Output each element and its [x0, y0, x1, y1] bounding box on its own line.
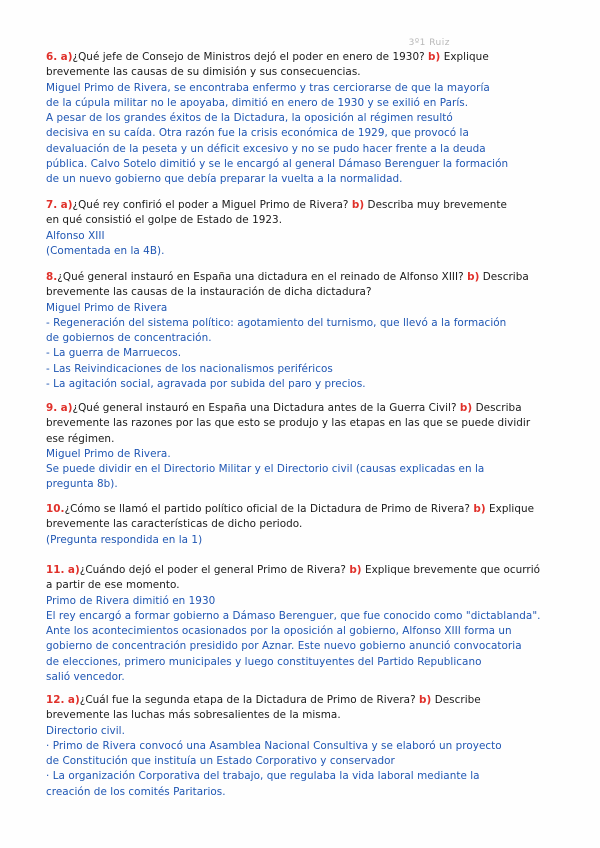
question-6 [46, 50, 566, 188]
answer-line: El rey encargó a formar gobierno a Dámaso Berenguer, que fue conocido como "dictablanda". [46, 609, 541, 622]
answer-line: pública. Calvo Sotelo dimitió y se le encargó al general Dámaso Berenguer la formación [46, 158, 509, 171]
answer-line: de elecciones, primero municipales y luego constituyentes del Partido Republicano [46, 655, 482, 668]
question-8 [46, 270, 566, 392]
answer-line: decisiva en su caída. Otra razón fue la crisis económica de 1929, que provocó la [46, 127, 469, 140]
answer-line: · Primo de Rivera convocó una Asamblea Nacional Consultiva y se elaboró un proyecto [46, 739, 502, 752]
answer-line: - La agitación social, agravada por subida del paro y precios. [46, 378, 366, 391]
answer-line: Miguel Primo de Rivera, se encontraba enfermo y tras cerciorarse de que la mayoría [46, 81, 490, 94]
answer-line: Directorio civil. [46, 724, 125, 737]
question-7-prompt-line-1: 7. a)¿Qué rey confirió el poder a Miguel Primo de Rivera? b) Describa muy brevemente [46, 199, 507, 211]
question-12-prompt-line-1: 12. a)¿Cuál fue la segunda etapa de la Dictadura de Primo de Rivera? b) Describe [46, 694, 481, 706]
answer-line: Alfonso XIII [46, 229, 105, 242]
question-7-prompt-line-2: en qué consistió el golpe de Estado de 1923. [46, 214, 283, 227]
answer-line: Miguel Primo de Rivera. [46, 447, 171, 460]
question-9-prompt-line-3: ese régimen. [46, 432, 115, 445]
question-8-prompt-line-1: 8.¿Qué general instauró en España una dictadura en el reinado de Alfonso XIII? b) Describa [46, 271, 529, 283]
question-11 [46, 563, 566, 685]
answer-line: Primo de Rivera dimitió en 1930 [46, 594, 216, 607]
question-10-prompt-line-2: brevemente las características de dicho periodo. [46, 518, 303, 531]
answer-line: de la cúpula militar no le apoyaba, dimitió en enero de 1930 y se exilió en París. [46, 96, 469, 109]
answer-line: (Comentada en la 4B). [46, 244, 165, 257]
answer-line: Miguel Primo de Rivera [46, 301, 168, 314]
answer-line: - Regeneración del sistema político: agotamiento del turnismo, que llevó a la formación [46, 316, 507, 329]
answer-line: devaluación de la peseta y un déficit excesivo y no se pudo hacer frente a la deuda [46, 142, 486, 155]
question-9-prompt-line-1: 9. a)¿Qué general instauró en España una Dictadura antes de la Guerra Civil? b) Describa [46, 402, 522, 414]
answer-line: de un nuevo gobierno que debía preparar la vuelta a la normalidad. [46, 173, 403, 186]
answer-line: - La guerra de Marruecos. [46, 347, 182, 360]
question-11-prompt-line-2: a partir de ese momento. [46, 579, 180, 592]
question-9-prompt-line-2: brevemente las razones por las que esto se produjo y las etapas en las que se puede dividir [46, 417, 531, 430]
question-6-prompt-line-2: brevemente las causas de su dimisión y sus consecuencias. [46, 66, 361, 79]
question-9 [46, 401, 566, 493]
question-6-prompt-line-1: 6. a)¿Qué jefe de Consejo de Ministros dejó el poder en enero de 1930? b) Explique [46, 51, 489, 63]
question-8-prompt-line-2: brevemente las causas de la instauración de dicha dictadura? [46, 286, 372, 299]
answer-line: gobierno de concentración presidido por Aznar. Este nuevo gobierno anunció convocatoria [46, 640, 522, 653]
question-12 [46, 693, 566, 800]
answer-line: · La organización Corporativa del trabajo, que regulaba la vida laboral mediante la [46, 770, 480, 783]
answer-line: de gobiernos de concentración. [46, 332, 212, 345]
corner-note: 3º1 Ruiz [408, 38, 450, 48]
answer-line: Ante los acontecimientos ocasionados por la oposición al gobierno, Alfonso XIII forma un [46, 625, 512, 638]
answer-line: - Las Reivindicaciones de los nacionalismos periféricos [46, 362, 333, 375]
answer-line: de Constitución que instituía un Estado Corporativo y conservador [46, 755, 395, 768]
answer-line: creación de los comités Paritarios. [46, 785, 226, 798]
answer-line: pregunta 8b). [46, 478, 118, 491]
question-10-prompt-line-1: 10.¿Cómo se llamó el partido político oficial de la Dictadura de Primo de Rivera? b) Explique [46, 503, 535, 515]
question-12-prompt-line-2: brevemente las luchas más sobresalientes de la misma. [46, 709, 341, 722]
question-10 [46, 502, 566, 548]
question-7 [46, 198, 566, 259]
question-11-prompt-line-1: 11. a)¿Cuándo dejó el poder el general Primo de Rivera? b) Explique brevemente que ocurrió [46, 564, 541, 576]
answer-line: Se puede dividir en el Directorio Militar y el Directorio civil (causas explicadas en la [46, 463, 485, 476]
answer-line: (Pregunta respondida en la 1) [46, 533, 203, 546]
answer-line: salió vencedor. [46, 671, 125, 684]
answer-line: A pesar de los grandes éxitos de la Dictadura, la oposición al régimen resultó [46, 112, 453, 125]
